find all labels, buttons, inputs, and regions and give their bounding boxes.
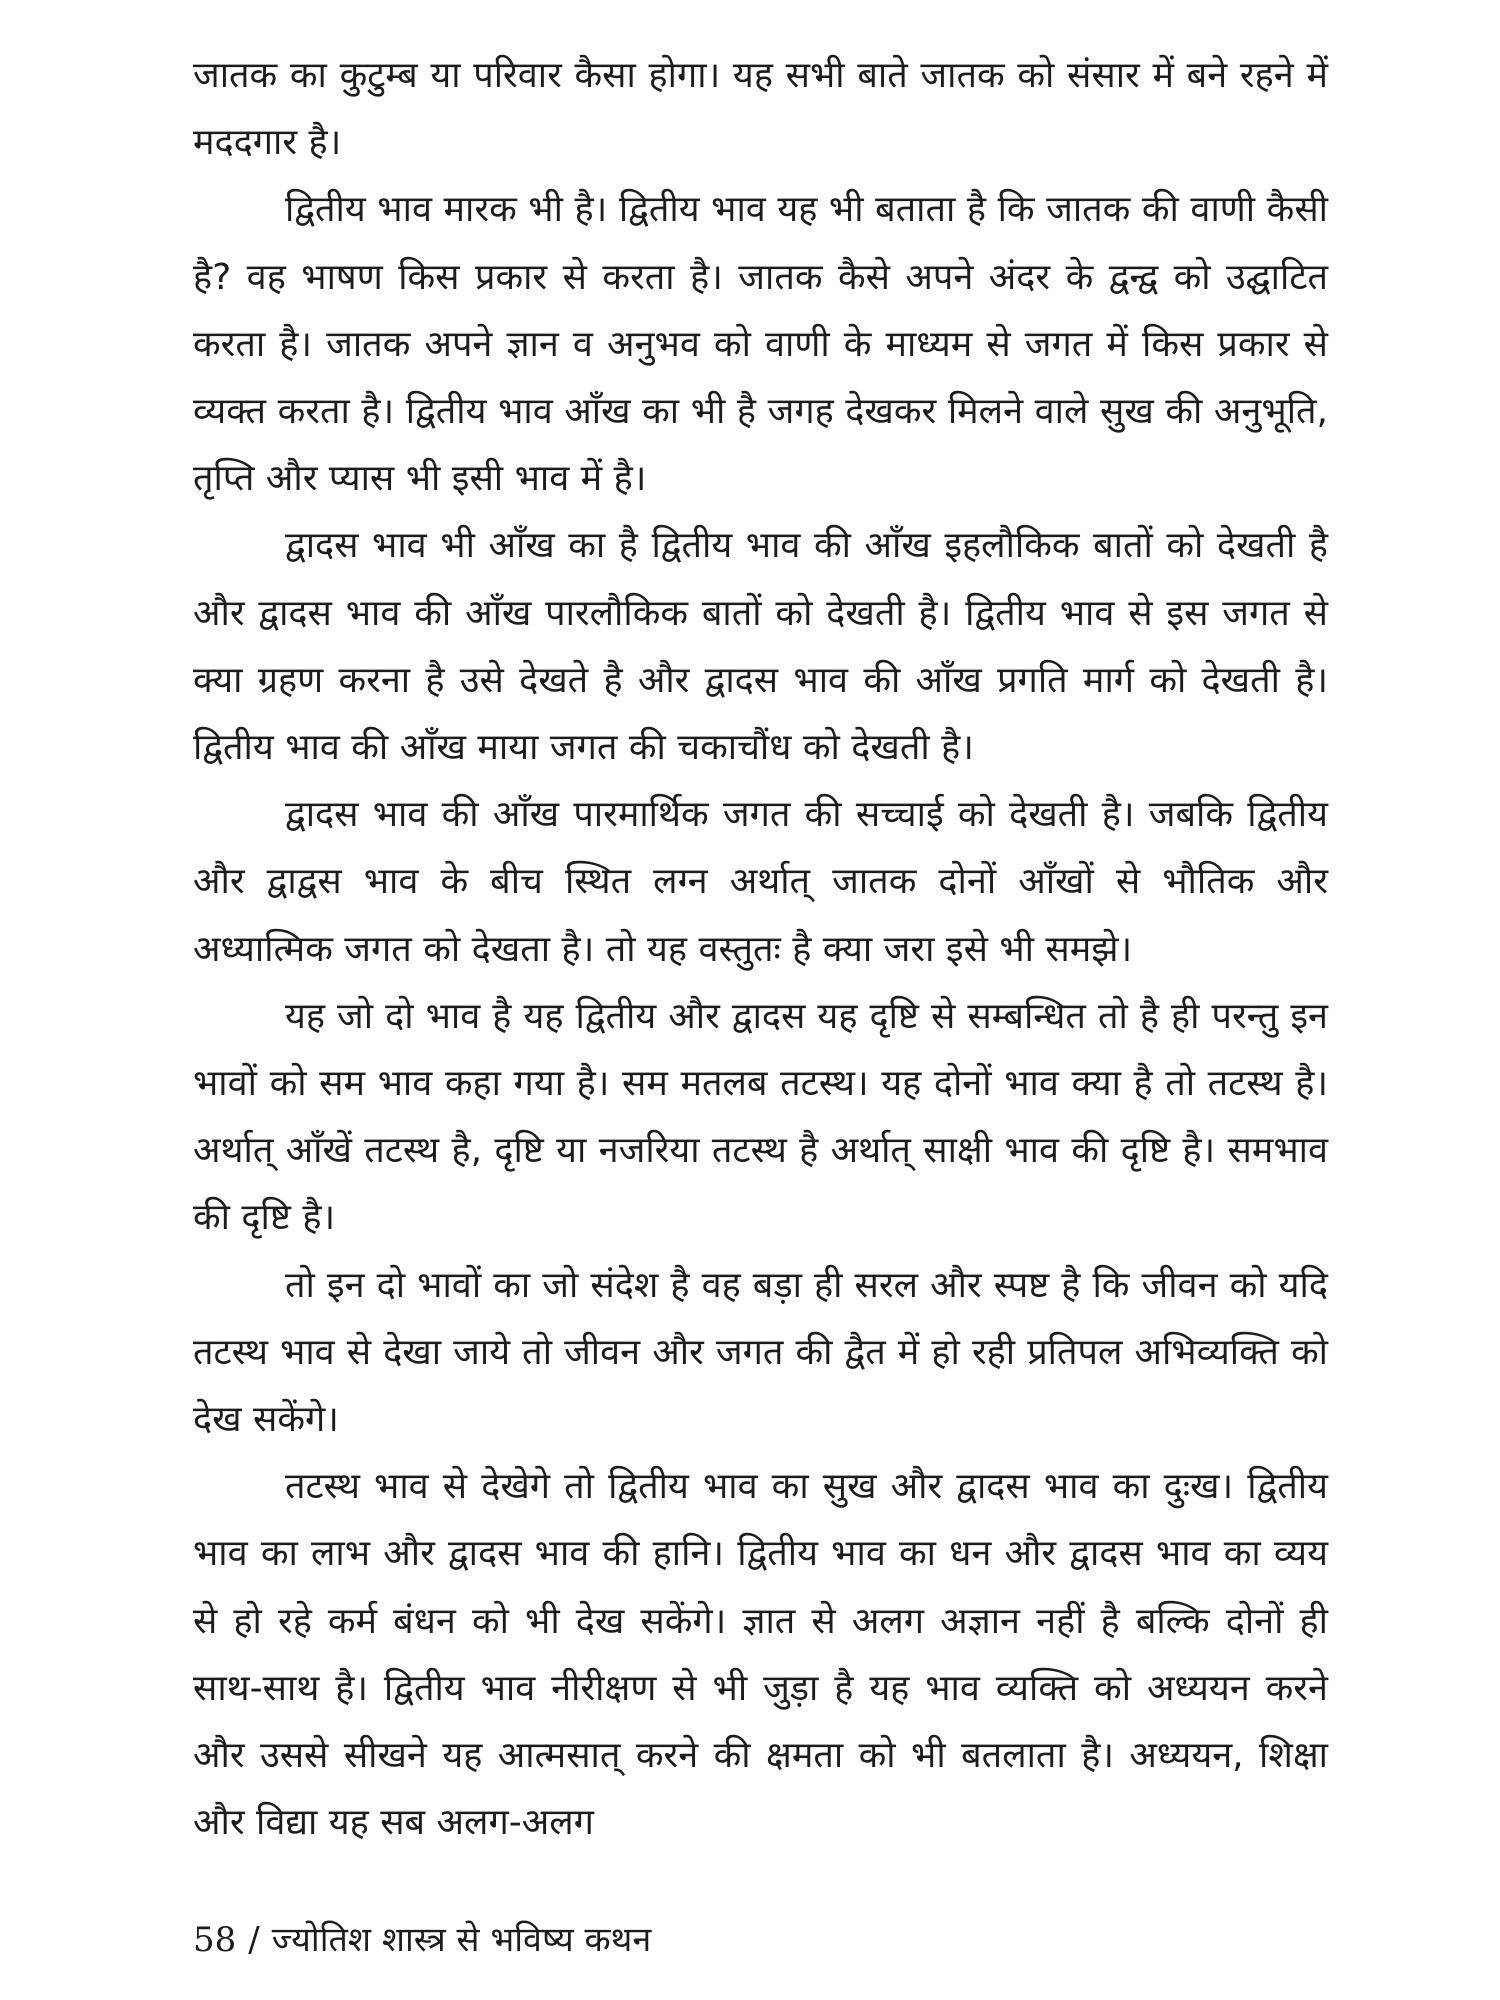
paragraph-7: तटस्थ भाव से देखेगे तो द्वितीय भाव का सुख और द्वादस भाव का दुःख। द्वितीय भाव का लाभ और द्वादस भाव की हानि। द्वितीय भाव का धन और द्वादस भाव का व्यय से हो रहे कर्म बंधन को भी देख सकेंगे। ज्ञात से अलग अज्ञान नहीं है बल्कि दोनों ही साथ-साथ है। द्वितीय भाव नीरीक्षण से भी जुड़ा है यह भाव व्यक्ति को अध्ययन करने और उससे सीखने यह आत्मसात् करने की क्षमता को भी बतलाता है। अध्ययन, शिक्षा और विद्या यह सब अलग-अलग xyxy=(193,1466,1328,1844)
paragraph-1: जातक का कुटुम्ब या परिवार कैसा होगा। यह सभी बाते जातक को संसार में बने रहने में मददगार है। xyxy=(193,55,1328,164)
paragraph-4: द्वादस भाव की आँख पारमार्थिक जगत की सच्चाई को देखती है। जबकि द्वितीय और द्वाद्वस भाव के बीच स्थित लग्न अर्थात् जातक दोनों आँखों से भौतिक और अध्यात्मिक जगत को देखता है। तो यह वस्तुतः है क्या जरा इसे भी समझे। xyxy=(193,794,1328,970)
page-footer xyxy=(193,1920,651,1960)
footer-separator: / xyxy=(248,1920,260,1960)
book-title: ज्योतिश शास्त्र से भविष्य कथन xyxy=(271,1920,652,1960)
paragraph-6: तो इन दो भावों का जो संदेश है वह बड़ा ही सरल और स्पष्ट है कि जीवन को यदि तटस्थ भाव से देखा जाये तो जीवन और जगत की द्वैत में हो रही प्रतिपल अभिव्यक्ति को देख सकेंगे। xyxy=(193,1264,1328,1441)
page-number: 58 xyxy=(193,1920,237,1960)
paragraph-2: द्वितीय भाव मारक भी है। द्वितीय भाव यह भी बताता है कि जातक की वाणी कैसी है? वह भाषण किस प्रकार से करता है। जातक कैसे अपने अंदर के द्वन्द्व को उद्घाटित करता है। जातक अपने ज्ञान व अनुभव को वाणी के माध्यम से जगत में किस प्रकार से व्यक्त करता है। द्वितीय भाव आँख का भी है जगह देखकर मिलने वाले सुख की अनुभूति, तृप्ति और प्यास भी इसी भाव में है। xyxy=(193,189,1328,500)
body-text xyxy=(193,42,1328,1856)
paragraph-5: यह जो दो भाव है यह द्वितीय और द्वादस यह दृष्टि से सम्बन्धित तो है ही परन्तु इन भावों को सम भाव कहा गया है। सम मतलब तटस्थ। यह दोनों भाव क्या है तो तटस्थ है। अर्थात् आँखें तटस्थ है, दृष्टि या नजरिया तटस्थ है अर्थात् साक्षी भाव की दृष्टि है। समभाव की दृष्टि है। xyxy=(193,995,1328,1239)
paragraph-3: द्वादस भाव भी आँख का है द्वितीय भाव की आँख इहलौकिक बातों को देखती है और द्वादस भाव की आँख पारलौकिक बातों को देखती है। द्वितीय भाव से इस जगत से क्या ग्रहण करना है उसे देखते है और द्वादस भाव की आँख प्रगति मार्ग को देखती है। द्वितीय भाव की आँख माया जगत की चकाचौंध को देखती है। xyxy=(193,525,1328,769)
